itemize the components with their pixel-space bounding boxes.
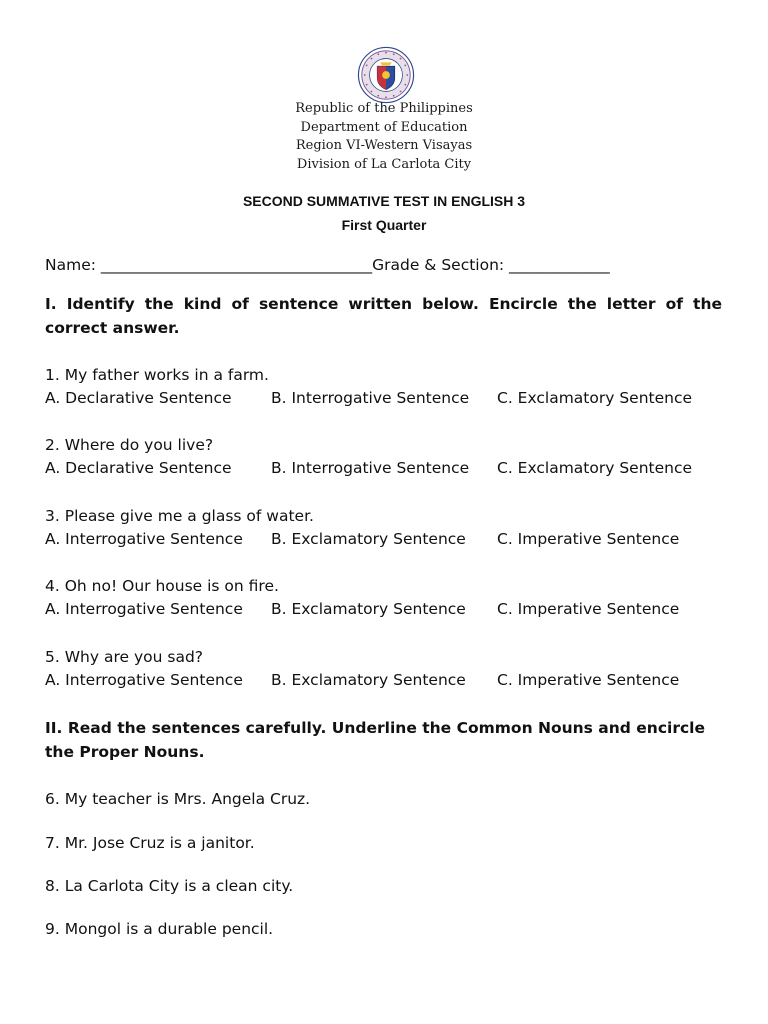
question-1: 1. My father works in a farm. [45,366,269,384]
q3-option-a: A. Interrogative Sentence [45,530,243,548]
q4-option-c: C. Imperative Sentence [497,600,680,618]
question-5: 5. Why are you sad? [45,648,204,666]
question-4: 4. Oh no! Our house is on fire. [45,577,279,595]
item-9: 9. Mongol is a durable pencil. [45,920,274,938]
q2-option-b: B. Interrogative Sentence [271,459,470,477]
part2-instruction: II. Read the sentences carefully. Underline the Common Nouns and encircle the Proper Nouns. [45,719,705,761]
q5-option-b: B. Exclamatory Sentence [271,671,466,689]
header-division: Division of La Carlota City [296,156,472,172]
q1-option-a: A. Declarative Sentence [45,389,232,407]
header-department: Department of Education [300,119,468,135]
q2-option-a: A. Declarative Sentence [45,459,232,477]
q4-option-b: B. Exclamatory Sentence [271,600,466,618]
q5-option-a: A. Interrogative Sentence [45,671,243,689]
q3-option-c: C. Imperative Sentence [497,530,680,548]
q4-option-a: A. Interrogative Sentence [45,600,243,618]
letterhead [0,100,768,174]
item-6: 6. My teacher is Mrs. Angela Cruz. [45,790,311,808]
q2-option-c: C. Exclamatory Sentence [497,459,693,477]
name-grade-line: Name: ___________________________________Grade & Section: _____________ [45,256,610,274]
q3-option-b: B. Exclamatory Sentence [271,530,466,548]
question-2: 2. Where do you live? [45,436,214,454]
part1-instruction: I. Identify the kind of sentence written below. Encircle the letter of the correct answer. [45,295,722,337]
item-7: 7. Mr. Jose Cruz is a janitor. [45,834,255,852]
header-region: Region VI-Western Visayas [295,138,473,153]
item-8: 8. La Carlota City is a clean city. [45,877,294,895]
q1-option-c: C. Exclamatory Sentence [497,389,693,407]
q5-option-c: C. Imperative Sentence [497,671,680,689]
test-subtitle: First Quarter [341,217,427,233]
header-republic: Republic of the Philippines [295,101,473,116]
q1-option-b: B. Interrogative Sentence [271,389,470,407]
deped-seal-icon [357,46,415,104]
test-title: SECOND SUMMATIVE TEST IN ENGLISH 3 [242,193,526,209]
question-3: 3. Please give me a glass of water. [45,507,314,525]
